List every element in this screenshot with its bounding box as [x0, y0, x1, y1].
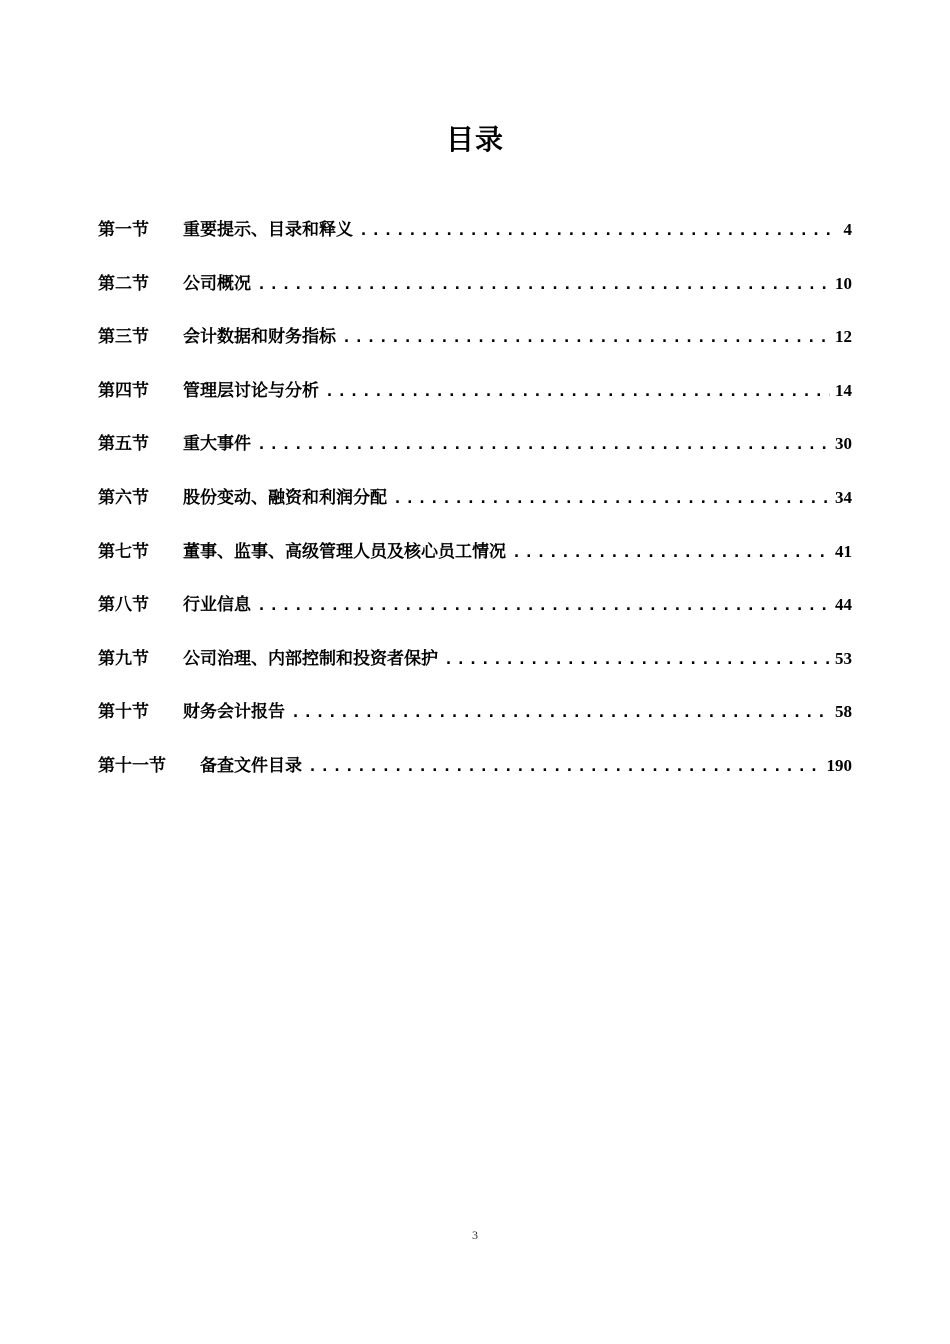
page-title: 目录	[445, 123, 504, 156]
toc-dot-leader	[325, 376, 830, 406]
toc-page-number: 4	[843, 220, 852, 239]
toc-page-number: 53	[835, 648, 852, 668]
toc-dot-leader	[359, 215, 839, 245]
toc-dot-leader	[291, 697, 830, 727]
toc-entry[interactable]	[98, 376, 852, 430]
toc-entry[interactable]	[98, 537, 852, 591]
toc-section-number: 第四节	[98, 380, 149, 401]
toc-entry[interactable]	[98, 322, 852, 376]
toc-page-number: 34	[835, 487, 852, 507]
toc-section-number: 第十一节	[98, 755, 166, 776]
toc-section-number: 第三节	[98, 327, 149, 348]
toc-section-title: 重大事件	[183, 434, 251, 455]
table-of-contents	[98, 215, 852, 805]
toc-section-number: 第八节	[98, 595, 149, 616]
toc-section-title: 行业信息	[183, 595, 251, 616]
toc-page-number: 12	[835, 327, 852, 347]
toc-entry[interactable]	[98, 751, 852, 805]
toc-dot-leader	[444, 644, 830, 674]
toc-entry[interactable]	[98, 215, 852, 269]
toc-section-number: 第七节	[98, 541, 149, 562]
toc-dot-leader	[257, 590, 830, 620]
toc-section-number: 第五节	[98, 434, 149, 455]
toc-entry[interactable]	[98, 644, 852, 698]
toc-page-number: 58	[835, 702, 852, 722]
toc-entry[interactable]	[98, 483, 852, 537]
toc-section-number: 第二节	[98, 273, 149, 294]
toc-section-number: 第九节	[98, 648, 149, 669]
toc-section-number: 第十节	[98, 702, 149, 723]
toc-page-number: 14	[835, 380, 852, 400]
toc-section-title: 备查文件目录	[200, 755, 302, 776]
toc-page-number: 30	[835, 434, 852, 454]
toc-dot-leader	[512, 537, 830, 567]
toc-section-title: 财务会计报告	[183, 702, 285, 723]
toc-dot-leader	[257, 269, 830, 299]
toc-section-title: 股份变动、融资和利润分配	[183, 487, 387, 508]
toc-entry[interactable]	[98, 590, 852, 644]
toc-section-number: 第一节	[98, 220, 149, 240]
toc-dot-leader	[257, 429, 830, 459]
toc-entry[interactable]	[98, 697, 852, 751]
toc-section-title: 管理层讨论与分析	[183, 380, 319, 401]
page-number: 3	[472, 1228, 478, 1242]
toc-dot-leader	[393, 483, 830, 513]
toc-page-number: 190	[826, 755, 852, 775]
toc-dot-leader	[342, 322, 830, 352]
toc-page-number: 44	[835, 595, 852, 615]
toc-section-title: 公司概况	[183, 273, 251, 294]
toc-section-title: 会计数据和财务指标	[183, 327, 336, 348]
toc-section-title: 公司治理、内部控制和投资者保护	[183, 648, 438, 669]
toc-page-number: 10	[835, 273, 852, 293]
toc-entry[interactable]	[98, 269, 852, 323]
toc-dot-leader	[308, 751, 822, 781]
toc-entry[interactable]	[98, 429, 852, 483]
toc-section-title: 董事、监事、高级管理人员及核心员工情况	[183, 541, 506, 562]
toc-section-title: 重要提示、目录和释义	[183, 220, 353, 240]
toc-section-number: 第六节	[98, 487, 149, 508]
toc-page-number: 41	[835, 541, 852, 561]
